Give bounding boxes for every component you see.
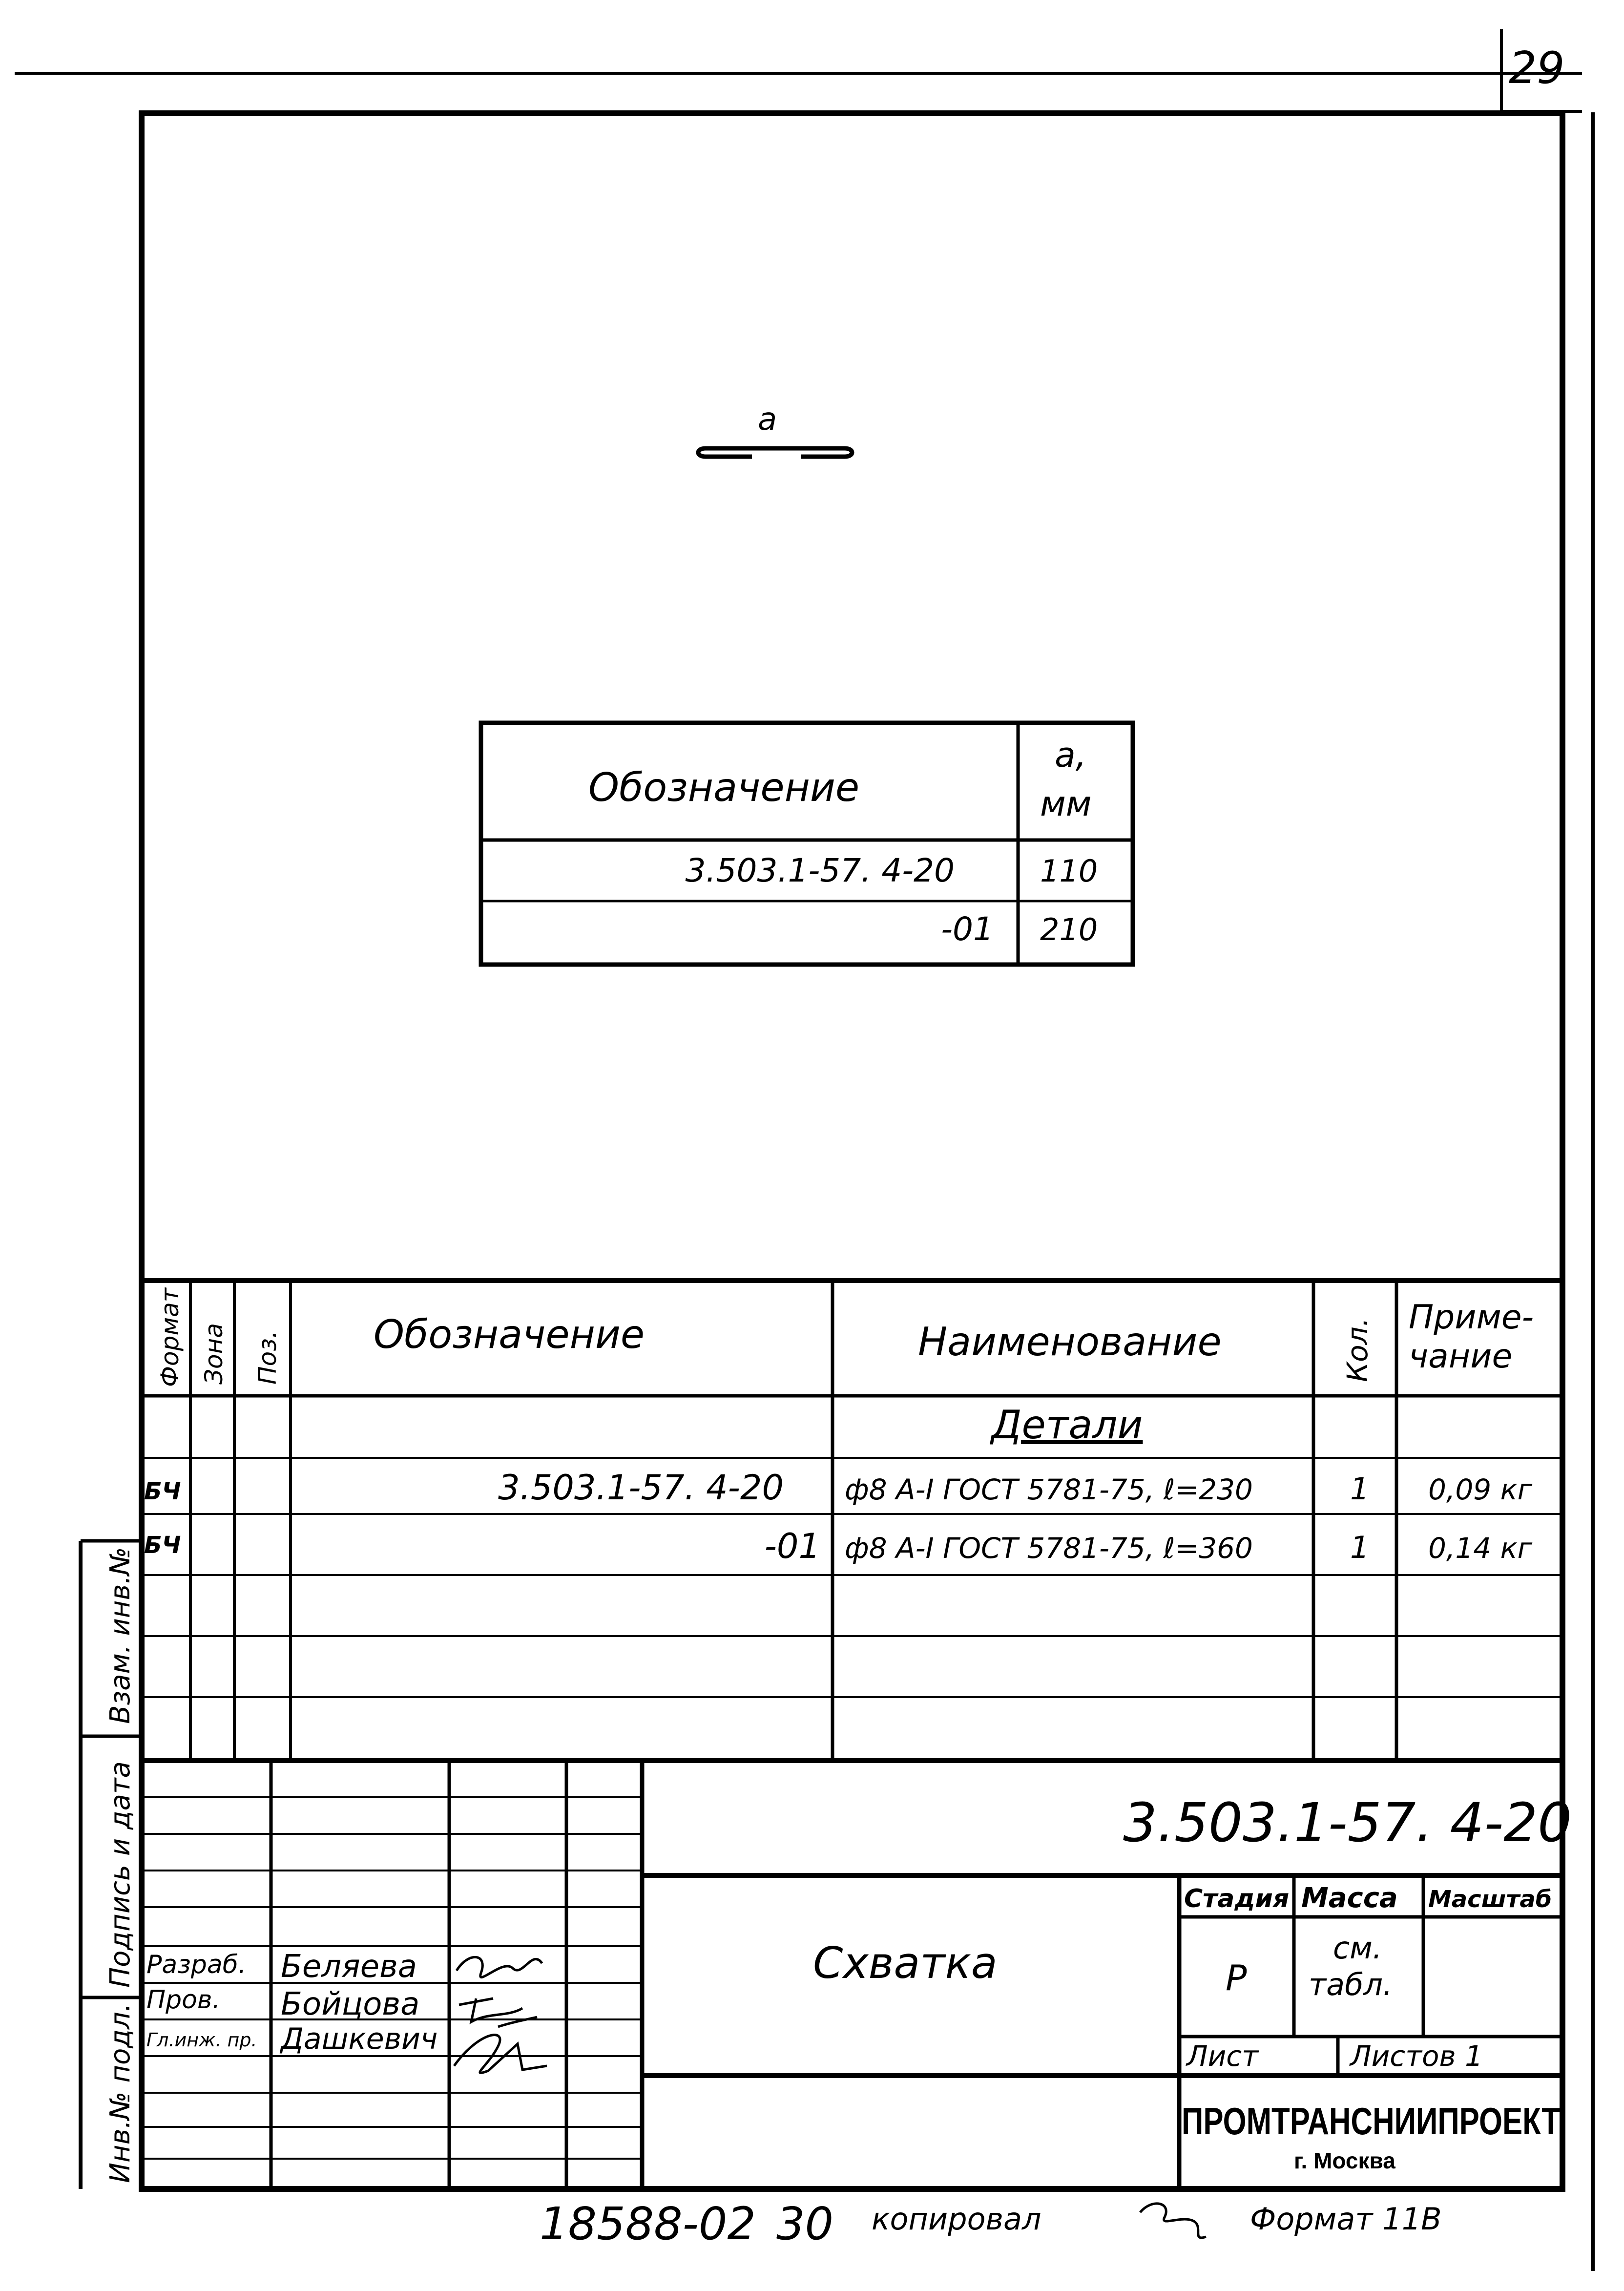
stage-label: Стадия — [1184, 1884, 1290, 1913]
spec-header-format: Формат — [156, 1288, 184, 1387]
sketch-dim-label: a — [758, 401, 777, 438]
signature-copier — [1140, 2204, 1206, 2238]
variant-table-border — [481, 723, 1133, 965]
spec-row-qty: 1 — [1350, 1530, 1370, 1565]
person-role: Пров. — [146, 1985, 221, 2015]
format-label: Формат 11В — [1250, 2201, 1442, 2237]
variant-row-a: 110 — [1040, 853, 1098, 889]
spec-row-designation: -01 — [764, 1526, 820, 1566]
spec-header-pos: Поз. — [253, 1330, 282, 1385]
spec-row-format: БЧ — [144, 1478, 181, 1505]
spec-header-name: Наименование — [918, 1319, 1222, 1365]
spec-row-format: БЧ — [144, 1532, 181, 1559]
spec-row-name: ф8 А-I ГОСТ 5781-75, ℓ=360 — [845, 1532, 1253, 1565]
stage-value: Р — [1226, 1957, 1247, 1998]
spec-row-qty: 1 — [1350, 1471, 1370, 1507]
mass-value: табл. — [1309, 1967, 1393, 2002]
spec-row-note: 0,09 кг — [1428, 1473, 1533, 1506]
variant-header-mm: мм — [1040, 784, 1092, 824]
person-role: Разраб. — [146, 1950, 247, 1979]
org-name: ПРОМТРАНСНИИПРОЕКТ — [1182, 2100, 1560, 2143]
person-role: Гл.инж. пр. — [146, 2029, 257, 2051]
doc-code: 3.503.1-57. 4-20 — [1123, 1791, 1572, 1854]
signature-boitsova — [459, 1998, 537, 2027]
copy-number: 18588-02 — [540, 2198, 756, 2250]
spec-header-zone: Зона — [200, 1323, 228, 1385]
spec-row-name: ф8 А-I ГОСТ 5781-75, ℓ=230 — [845, 1473, 1253, 1506]
org-city: г. Москва — [1294, 2148, 1395, 2173]
spec-header-qty: Кол. — [1341, 1317, 1374, 1382]
sheet-label: Лист — [1187, 2039, 1258, 2073]
page-number: 29 — [1509, 42, 1565, 94]
person-name: Дашкевич — [281, 2022, 438, 2056]
side-stamp-inv-podl: Инв.№ подл. — [104, 2003, 136, 2183]
spec-row-designation: 3.503.1-57. 4-20 — [498, 1468, 784, 1508]
spec-header-note: чание — [1409, 1337, 1513, 1376]
person-name: Бойцова — [281, 1986, 420, 2022]
drawing-title: Схватка — [813, 1938, 998, 1988]
mass-value: см. — [1333, 1930, 1382, 1966]
spec-header-designation: Обозначение — [374, 1312, 645, 1357]
side-stamp-vzam: Взам. инв.№ — [104, 1547, 136, 1724]
bar-sketch — [698, 448, 852, 457]
signature-dashkevich — [454, 2035, 547, 2073]
copied-by: копировал — [872, 2201, 1041, 2237]
signature-belyaeva — [457, 1957, 542, 1977]
mass-label: Масса — [1301, 1882, 1398, 1914]
variant-header-designation: Обозначение — [588, 765, 860, 810]
person-name: Беляева — [281, 1949, 417, 1985]
scale-label: Масштаб — [1428, 1886, 1552, 1913]
variant-row-a: 210 — [1040, 912, 1098, 947]
variant-row-designation: -01 — [941, 910, 994, 948]
sheet-seq: 30 — [776, 2198, 834, 2250]
spec-header-note: Приме- — [1409, 1298, 1534, 1337]
variant-header-a: а, — [1055, 735, 1087, 775]
variant-row-designation: 3.503.1-57. 4-20 — [685, 852, 955, 889]
sheets-label: Листов 1 — [1350, 2039, 1483, 2073]
spec-row-note: 0,14 кг — [1428, 1532, 1533, 1565]
spec-section-title: Детали — [991, 1402, 1143, 1448]
side-stamp-podpis: Подпись и дата — [104, 1761, 136, 1988]
